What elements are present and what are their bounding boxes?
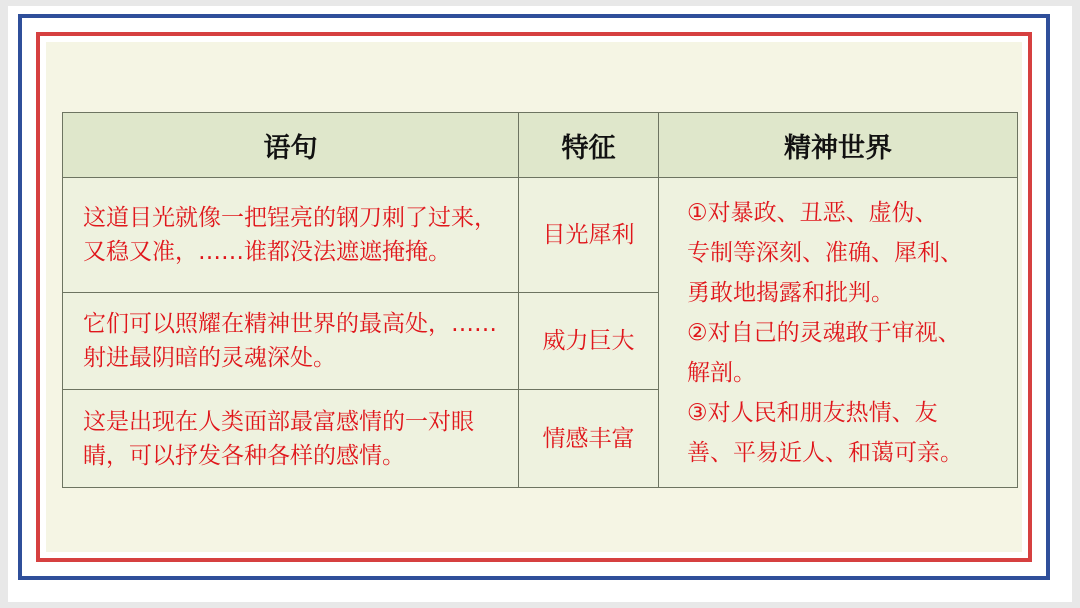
spirit-world-line: 勇敢地揭露和批判。 bbox=[687, 279, 894, 306]
spirit-world-cell bbox=[659, 178, 1018, 488]
sentence-cell: 这道目光就像一把锃亮的钢刀刺了过来，又稳又准，……谁都没法遮遮掩掩。 bbox=[63, 178, 519, 293]
header-sentence: 语句 bbox=[63, 113, 519, 178]
header-row bbox=[63, 113, 1018, 178]
feature-cell: 威力巨大 bbox=[519, 293, 659, 390]
spirit-world-line: ③对人民和朋友热情、友 bbox=[687, 399, 938, 426]
spirit-world-line: ①对暴政、丑恶、虚伪、 bbox=[687, 199, 938, 226]
table-row bbox=[63, 178, 1018, 293]
spirit-world-line: 专制等深刻、准确、犀利、 bbox=[687, 239, 963, 266]
spirit-world-line: 善、平易近人、和蔼可亲。 bbox=[687, 439, 963, 466]
sentence-cell: 这是出现在人类面部最富感情的一对眼睛，可以抒发各种各样的感情。 bbox=[63, 390, 519, 488]
feature-cell: 目光犀利 bbox=[519, 178, 659, 293]
spirit-world-line: ②对自己的灵魂敢于审视、 bbox=[687, 319, 961, 346]
analysis-table bbox=[62, 112, 1018, 488]
header-spirit-world: 精神世界 bbox=[659, 113, 1018, 178]
header-feature: 特征 bbox=[519, 113, 659, 178]
spirit-world-line: 解剖。 bbox=[687, 359, 756, 386]
feature-cell: 情感丰富 bbox=[519, 390, 659, 488]
sentence-cell: 它们可以照耀在精神世界的最高处，……射进最阴暗的灵魂深处。 bbox=[63, 293, 519, 390]
